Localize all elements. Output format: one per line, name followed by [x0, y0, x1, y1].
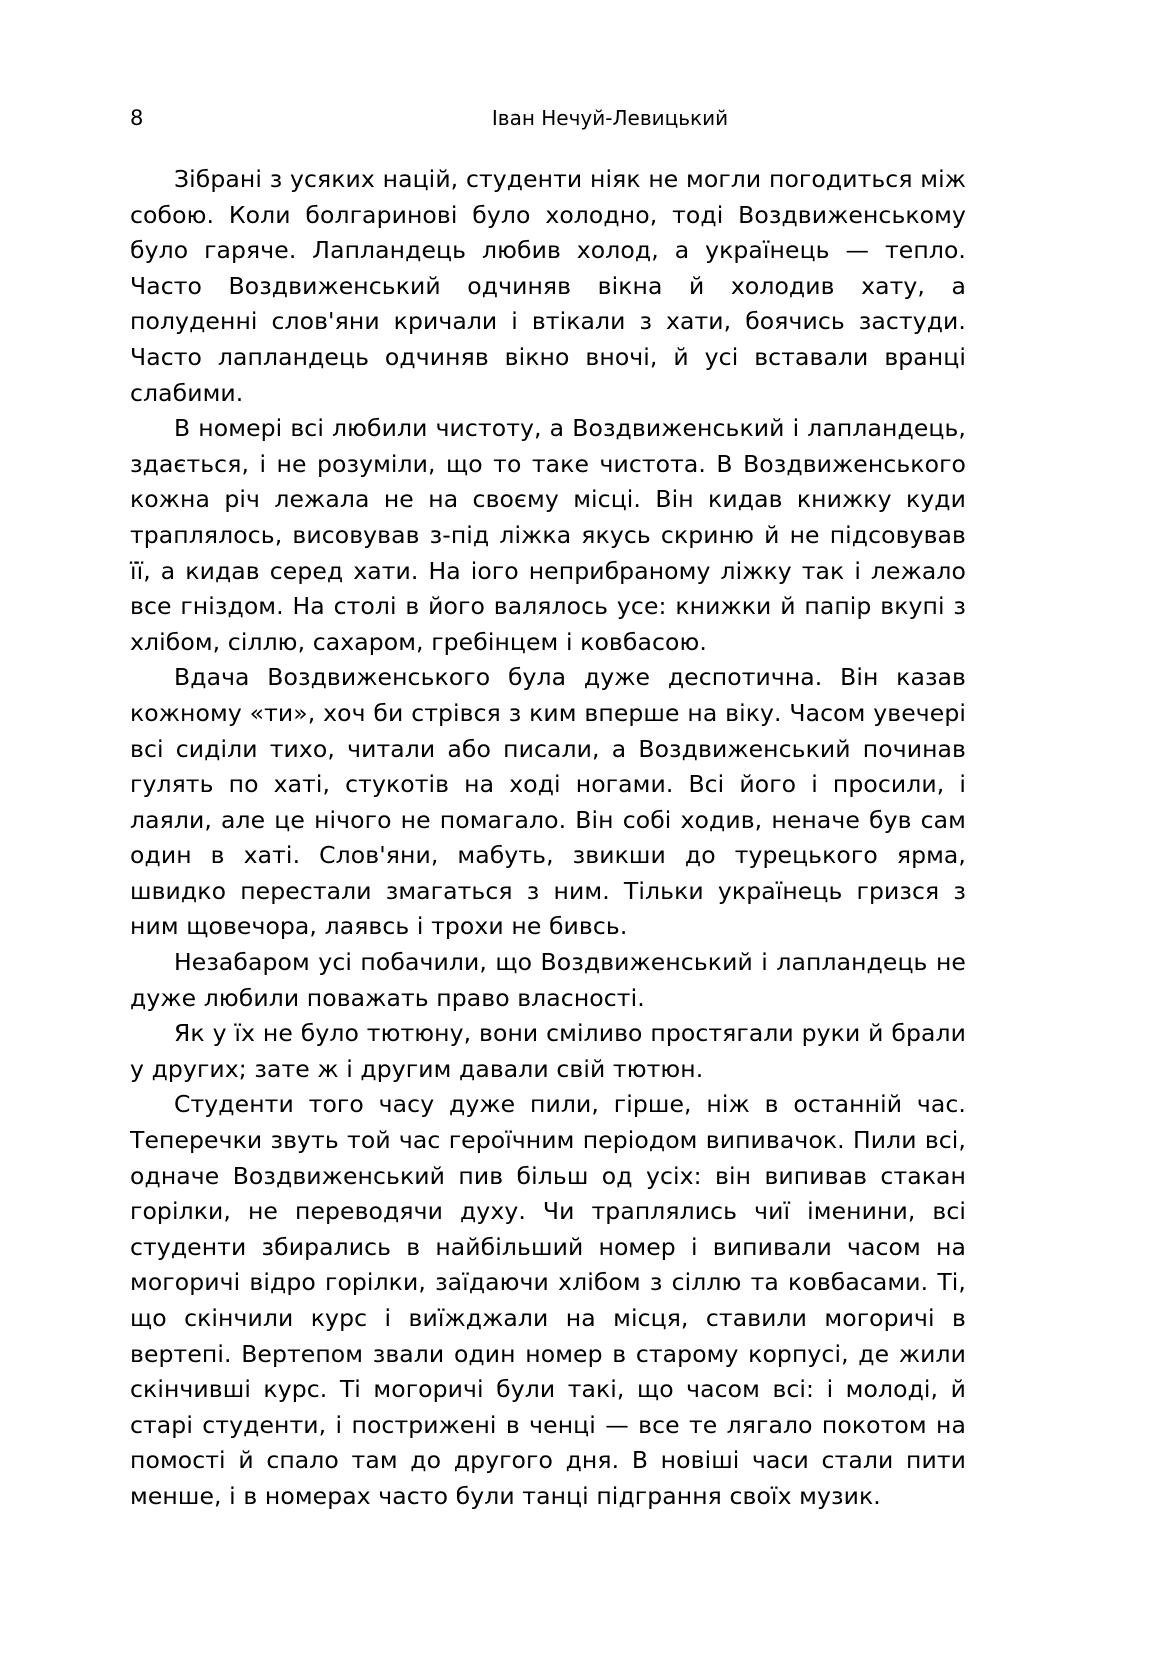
- paragraph: В номері всі любили чистоту, а Воздвиженський і лапландець, здається, і не розуміли, що то таке чистота. В Воздвиженського кожна річ лежала не на своєму місці. Він кидав книжку куди траплялось, висовував з-під ліжка якусь скриню й не підсовував її, а кидав серед хати. На іого неприбраному ліжку так і лежало все гніздом. На столі в його валялось усе: книжки й папір вкупі з хлібом, сіллю, сахаром, гребінцем і ковбасою.: [130, 414, 966, 656]
- running-title: Іван Нечуй-Левицький: [491, 106, 729, 130]
- paragraph: Студенти того часу дуже пили, гірше, ніж в останній час. Теперечки звуть той час героїчним періодом випивачок. Пили всі, одначе Воздвиженський пив більш од усіх: він випивав стакан горілки, не переводячи духу. Чи траплялись чиї іменини, всі студенти збирались в найбільший номер і випивали часом на могоричі відро горілки, заїдаючи хлібом з сіллю та ковбасами. Ті, що скінчили курс і виїжджали на місця, ставили могоричі в вертепі. Вертепом звали один номер в старому корпусі, де жили скінчивші курс. Ті могоричі були такі, що часом всі: і молоді, й старі студенти, і пострижені в ченці — все те лягало покотом на помості й спало там до другого дня. В новіші часи стали пити менше, і в номерах часто були танці підграння своїх музик.: [130, 1090, 966, 1510]
- paragraph: Зібрані з усяких націй, студенти ніяк не могли погодиться між собою. Коли болгаринові було холодно, тоді Воздвиженському було гаряче. Лапландець любив холод, а українець — тепло. Часто Воздвиженський одчиняв вікна й холодив хату, а полуденні слов'яни кричали і втікали з хати, боячись застуди. Часто лапландець одчиняв вікно вночі, й усі вставали вранці слабими.: [130, 165, 966, 407]
- paragraph: Вдача Воздвиженського була дуже деспотична. Він казав кожному «ти», хоч би стрівся з ким вперше на віку. Часом увечері всі сиділи тихо, читали або писали, а Воздвиженський починав гулять по хаті, стукотів на ході ногами. Всі його і просили, і лаяли, але це нічого не помагало. Він собі ходив, неначе був сам один в хаті. Слов'яни, мабуть, звикши до турецького ярма, швидко перестали змагаться з ним. Тільки українець гризся з ним щовечора, лаявсь і трохи не бивсь.: [130, 663, 966, 941]
- body-text: [130, 162, 966, 1515]
- paragraph: Як у їх не було тютюну, вони сміливо простягали руки й брали у других; зате ж і другим давали свій тютюн.: [130, 1019, 966, 1083]
- page-number: 8: [130, 106, 144, 130]
- paragraph: Незабаром усі побачили, що Воздвиженський і лапландець не дуже любили поважать право власності.: [130, 948, 966, 1012]
- page-header: [130, 104, 1030, 132]
